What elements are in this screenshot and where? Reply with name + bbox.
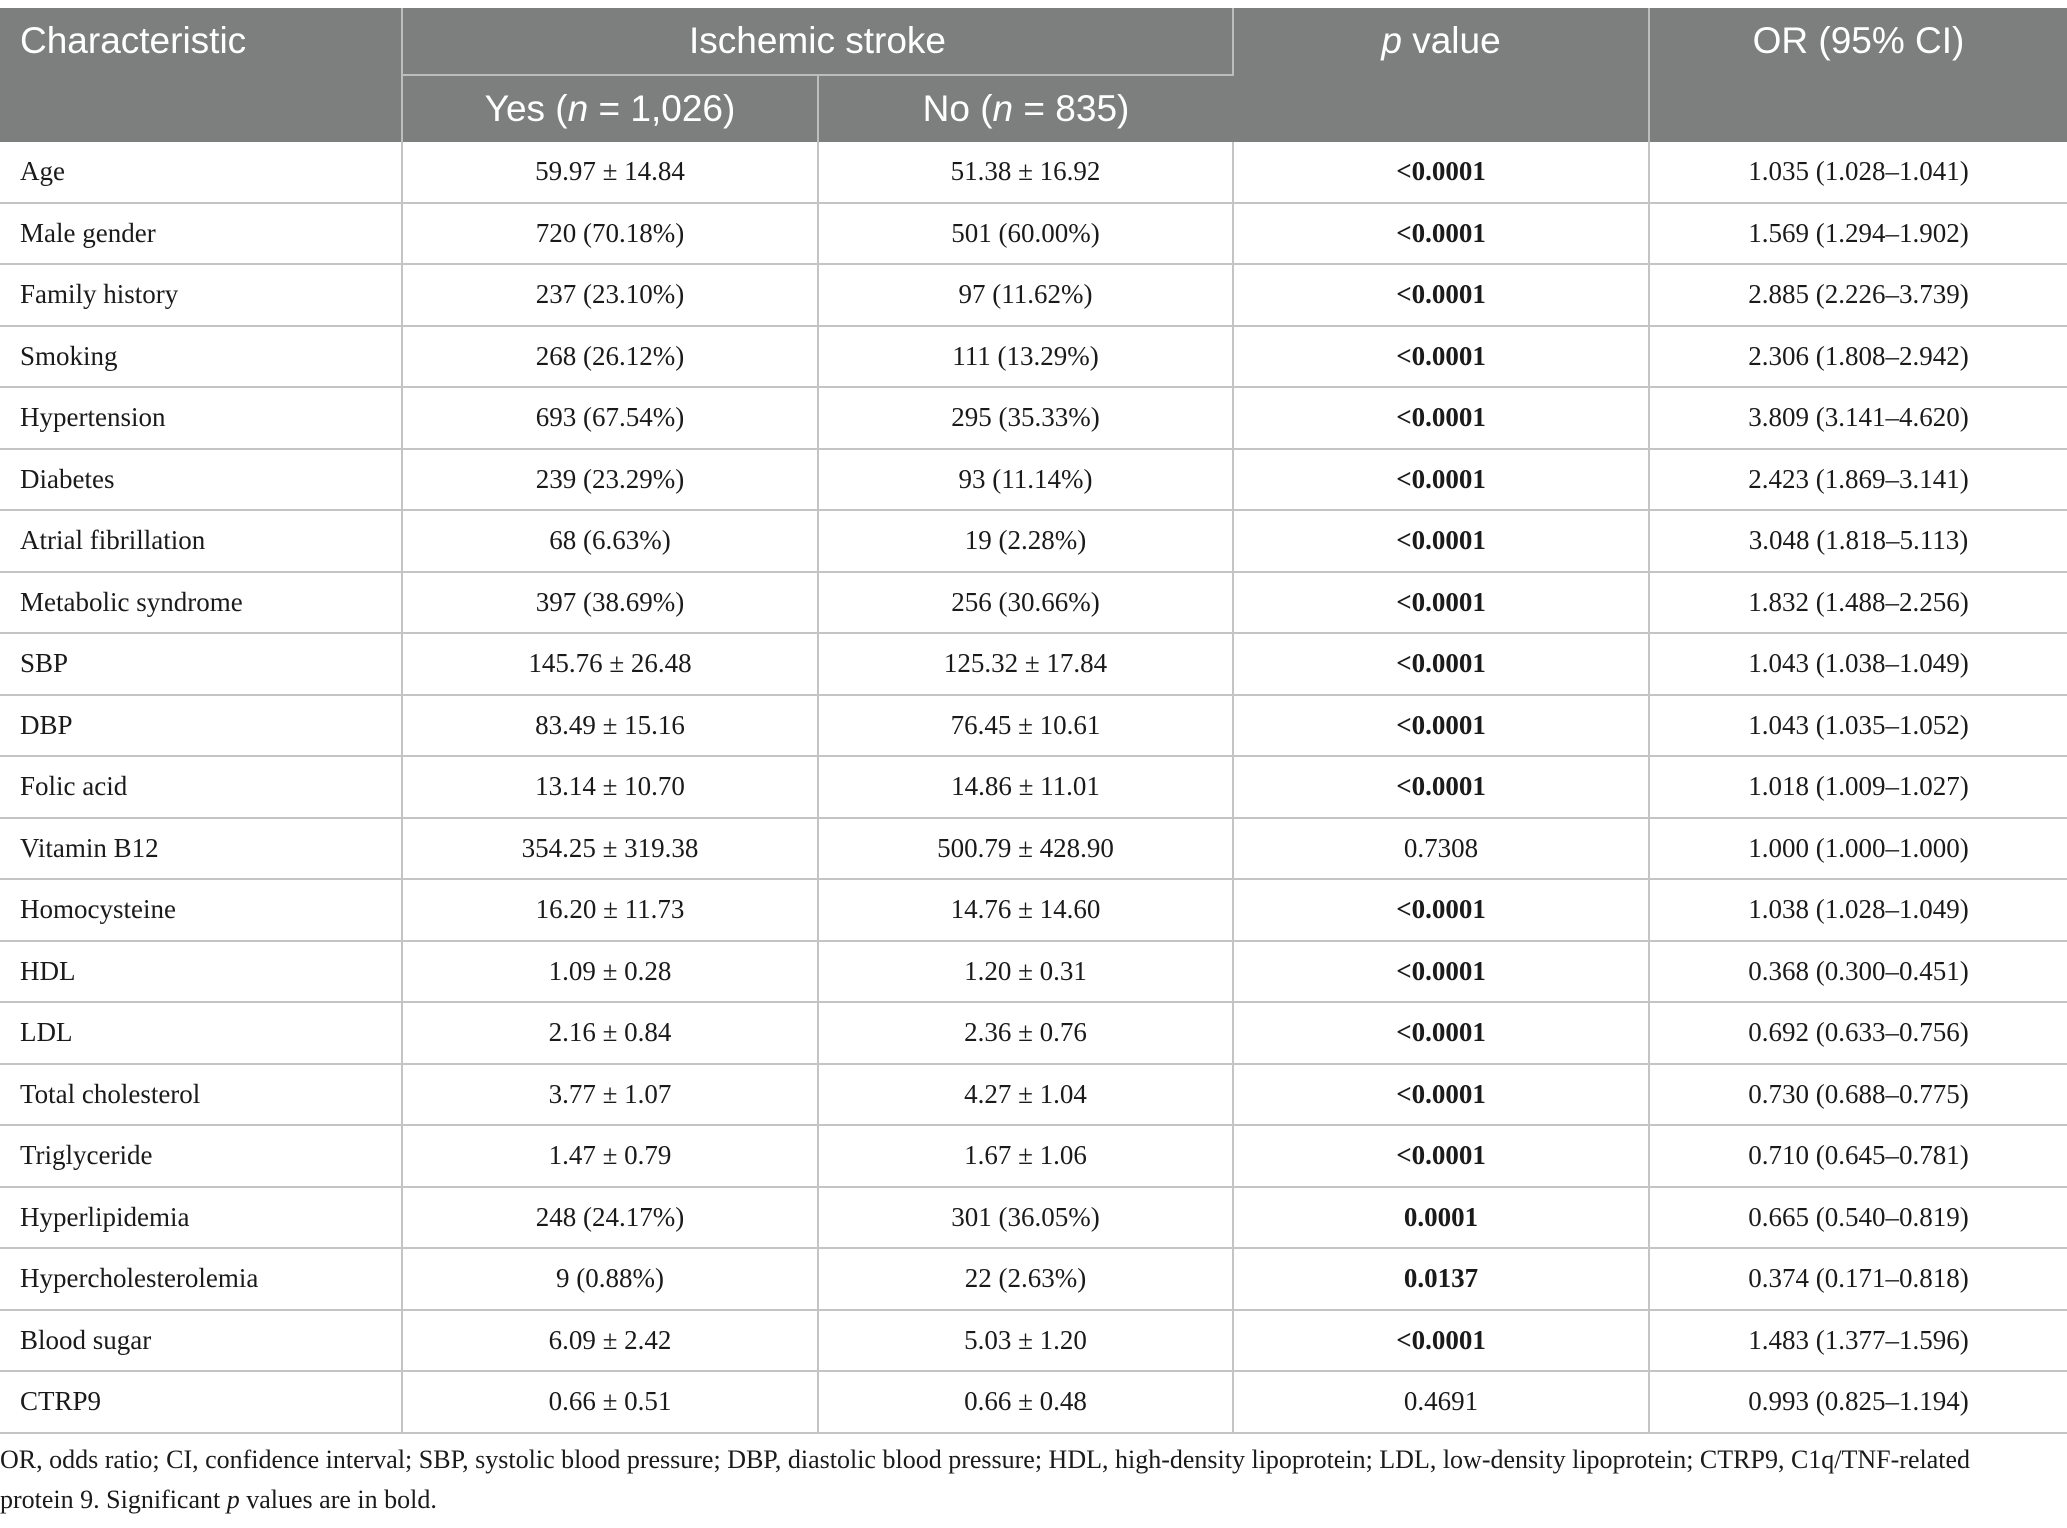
cell-yes: 268 (26.12%) <box>402 326 818 388</box>
cell-yes: 237 (23.10%) <box>402 264 818 326</box>
cell-no: 5.03 ± 1.20 <box>818 1310 1233 1372</box>
table-row <box>0 142 2067 203</box>
cell-p-value: <0.0001 <box>1233 264 1649 326</box>
cell-characteristic: Diabetes <box>0 449 402 511</box>
cell-no: 19 (2.28%) <box>818 510 1233 572</box>
cell-characteristic: Hypercholesterolemia <box>0 1248 402 1310</box>
cell-p-value: <0.0001 <box>1233 633 1649 695</box>
table-row <box>0 1125 2067 1187</box>
cell-no: 500.79 ± 428.90 <box>818 818 1233 880</box>
cell-or: 1.043 (1.038–1.049) <box>1649 633 2067 695</box>
cell-p-value: <0.0001 <box>1233 572 1649 634</box>
table-row <box>0 1002 2067 1064</box>
header-no <box>818 75 1233 142</box>
cell-p-value: <0.0001 <box>1233 1310 1649 1372</box>
header-p-value <box>1233 8 1649 142</box>
table-row <box>0 326 2067 388</box>
cell-yes: 3.77 ± 1.07 <box>402 1064 818 1126</box>
cell-or: 0.665 (0.540–0.819) <box>1649 1187 2067 1249</box>
header-no-prefix: No ( <box>922 88 993 129</box>
cell-no: 93 (11.14%) <box>818 449 1233 511</box>
cell-or: 1.000 (1.000–1.000) <box>1649 818 2067 880</box>
cell-or: 2.885 (2.226–3.739) <box>1649 264 2067 326</box>
cell-no: 1.20 ± 0.31 <box>818 941 1233 1003</box>
cell-p-value: <0.0001 <box>1233 695 1649 757</box>
cell-or: 1.832 (1.488–2.256) <box>1649 572 2067 634</box>
cell-no: 1.67 ± 1.06 <box>818 1125 1233 1187</box>
cell-characteristic: Total cholesterol <box>0 1064 402 1126</box>
cell-no: 301 (36.05%) <box>818 1187 1233 1249</box>
cell-characteristic: SBP <box>0 633 402 695</box>
header-or: OR (95% CI) <box>1649 8 2067 142</box>
cell-no: 125.32 ± 17.84 <box>818 633 1233 695</box>
cell-yes: 13.14 ± 10.70 <box>402 756 818 818</box>
header-no-n: n <box>992 88 1014 129</box>
cell-p-value: <0.0001 <box>1233 1002 1649 1064</box>
cell-characteristic: Homocysteine <box>0 879 402 941</box>
cell-characteristic: LDL <box>0 1002 402 1064</box>
cell-or: 1.043 (1.035–1.052) <box>1649 695 2067 757</box>
cell-p-value: 0.0137 <box>1233 1248 1649 1310</box>
header-ischemic-stroke: Ischemic stroke <box>402 8 1233 75</box>
cell-yes: 68 (6.63%) <box>402 510 818 572</box>
cell-p-value: <0.0001 <box>1233 941 1649 1003</box>
cell-p-value: <0.0001 <box>1233 756 1649 818</box>
header-p-suffix: value <box>1401 20 1501 61</box>
cell-no: 14.76 ± 14.60 <box>818 879 1233 941</box>
table-row <box>0 387 2067 449</box>
cell-characteristic: Male gender <box>0 203 402 265</box>
cell-or: 0.368 (0.300–0.451) <box>1649 941 2067 1003</box>
cell-characteristic: HDL <box>0 941 402 1003</box>
table-row <box>0 756 2067 818</box>
table-footnote <box>0 1440 2050 1520</box>
cell-or: 0.692 (0.633–0.756) <box>1649 1002 2067 1064</box>
table-row <box>0 695 2067 757</box>
cell-yes: 354.25 ± 319.38 <box>402 818 818 880</box>
cell-p-value: <0.0001 <box>1233 387 1649 449</box>
cell-yes: 59.97 ± 14.84 <box>402 142 818 203</box>
table-container <box>0 8 2067 1434</box>
cell-p-value: 0.0001 <box>1233 1187 1649 1249</box>
cell-no: 2.36 ± 0.76 <box>818 1002 1233 1064</box>
cell-or: 0.374 (0.171–0.818) <box>1649 1248 2067 1310</box>
table-row <box>0 1187 2067 1249</box>
cell-no: 256 (30.66%) <box>818 572 1233 634</box>
cell-characteristic: Age <box>0 142 402 203</box>
footnote-p-variable: p <box>226 1485 240 1514</box>
cell-p-value: <0.0001 <box>1233 510 1649 572</box>
table-row <box>0 510 2067 572</box>
cell-p-value: <0.0001 <box>1233 1064 1649 1126</box>
cell-yes: 239 (23.29%) <box>402 449 818 511</box>
cell-yes: 9 (0.88%) <box>402 1248 818 1310</box>
cell-p-value: <0.0001 <box>1233 1125 1649 1187</box>
table-row <box>0 203 2067 265</box>
cell-or: 1.569 (1.294–1.902) <box>1649 203 2067 265</box>
header-yes <box>402 75 818 142</box>
cell-characteristic: Hyperlipidemia <box>0 1187 402 1249</box>
cell-characteristic: Folic acid <box>0 756 402 818</box>
characteristics-table <box>0 8 2067 1434</box>
cell-p-value: <0.0001 <box>1233 203 1649 265</box>
table-row <box>0 1064 2067 1126</box>
cell-yes: 693 (67.54%) <box>402 387 818 449</box>
table-body <box>0 142 2067 1433</box>
cell-no: 4.27 ± 1.04 <box>818 1064 1233 1126</box>
cell-characteristic: Triglyceride <box>0 1125 402 1187</box>
footnote-text-after: values are in bold. <box>239 1485 437 1514</box>
cell-no: 0.66 ± 0.48 <box>818 1371 1233 1433</box>
cell-p-value: <0.0001 <box>1233 326 1649 388</box>
table-row <box>0 1310 2067 1372</box>
table-row <box>0 941 2067 1003</box>
cell-no: 22 (2.63%) <box>818 1248 1233 1310</box>
cell-characteristic: Metabolic syndrome <box>0 572 402 634</box>
table-row <box>0 264 2067 326</box>
cell-yes: 6.09 ± 2.42 <box>402 1310 818 1372</box>
cell-p-value: <0.0001 <box>1233 449 1649 511</box>
header-yes-n: n <box>567 88 589 129</box>
table-row <box>0 572 2067 634</box>
cell-or: 1.018 (1.009–1.027) <box>1649 756 2067 818</box>
cell-or: 3.809 (3.141–4.620) <box>1649 387 2067 449</box>
cell-no: 97 (11.62%) <box>818 264 1233 326</box>
cell-or: 1.035 (1.028–1.041) <box>1649 142 2067 203</box>
cell-or: 3.048 (1.818–5.113) <box>1649 510 2067 572</box>
cell-yes: 145.76 ± 26.48 <box>402 633 818 695</box>
cell-no: 76.45 ± 10.61 <box>818 695 1233 757</box>
cell-or: 0.710 (0.645–0.781) <box>1649 1125 2067 1187</box>
header-characteristic: Characteristic <box>0 8 402 142</box>
cell-no: 295 (35.33%) <box>818 387 1233 449</box>
cell-p-value: 0.4691 <box>1233 1371 1649 1433</box>
header-yes-suffix: = 1,026) <box>588 88 736 129</box>
cell-p-value: <0.0001 <box>1233 879 1649 941</box>
cell-yes: 1.47 ± 0.79 <box>402 1125 818 1187</box>
cell-p-value: <0.0001 <box>1233 142 1649 203</box>
cell-yes: 397 (38.69%) <box>402 572 818 634</box>
cell-or: 0.730 (0.688–0.775) <box>1649 1064 2067 1126</box>
cell-no: 111 (13.29%) <box>818 326 1233 388</box>
table-row <box>0 879 2067 941</box>
cell-or: 1.483 (1.377–1.596) <box>1649 1310 2067 1372</box>
cell-characteristic: CTRP9 <box>0 1371 402 1433</box>
cell-or: 0.993 (0.825–1.194) <box>1649 1371 2067 1433</box>
table-header <box>0 8 2067 142</box>
cell-p-value: 0.7308 <box>1233 818 1649 880</box>
cell-characteristic: Family history <box>0 264 402 326</box>
cell-or: 1.038 (1.028–1.049) <box>1649 879 2067 941</box>
cell-yes: 83.49 ± 15.16 <box>402 695 818 757</box>
cell-characteristic: Blood sugar <box>0 1310 402 1372</box>
cell-no: 501 (60.00%) <box>818 203 1233 265</box>
header-p-variable: p <box>1381 20 1402 61</box>
footnote-text-before: OR, odds ratio; CI, confidence interval; SBP, systolic blood pressure; DBP, diastolic blood pressure; HDL, high-density lipoprotein; LDL, low-density lipoprotein; CTRP9, C1q/TNF-related protein 9. Significant <box>0 1445 1971 1514</box>
table-row <box>0 633 2067 695</box>
cell-no: 14.86 ± 11.01 <box>818 756 1233 818</box>
cell-yes: 248 (24.17%) <box>402 1187 818 1249</box>
cell-yes: 0.66 ± 0.51 <box>402 1371 818 1433</box>
cell-characteristic: Hypertension <box>0 387 402 449</box>
cell-no: 51.38 ± 16.92 <box>818 142 1233 203</box>
cell-yes: 720 (70.18%) <box>402 203 818 265</box>
cell-or: 2.306 (1.808–2.942) <box>1649 326 2067 388</box>
table-row <box>0 818 2067 880</box>
cell-yes: 2.16 ± 0.84 <box>402 1002 818 1064</box>
header-yes-prefix: Yes ( <box>484 88 568 129</box>
header-no-suffix: = 835) <box>1013 88 1130 129</box>
cell-characteristic: DBP <box>0 695 402 757</box>
cell-or: 2.423 (1.869–3.141) <box>1649 449 2067 511</box>
cell-characteristic: Atrial fibrillation <box>0 510 402 572</box>
table-row <box>0 1371 2067 1433</box>
cell-characteristic: Smoking <box>0 326 402 388</box>
table-row <box>0 449 2067 511</box>
cell-yes: 1.09 ± 0.28 <box>402 941 818 1003</box>
cell-characteristic: Vitamin B12 <box>0 818 402 880</box>
cell-yes: 16.20 ± 11.73 <box>402 879 818 941</box>
table-row <box>0 1248 2067 1310</box>
